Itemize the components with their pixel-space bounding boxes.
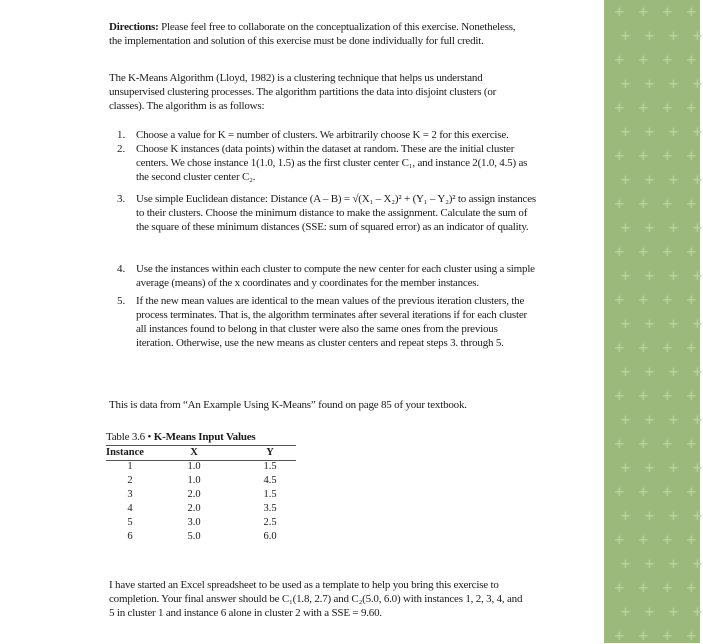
plus-icon: + (614, 53, 625, 68)
plus-icon: + (614, 581, 625, 596)
plus-icon: + (668, 173, 679, 188)
cell-x: 5.0 (187, 531, 201, 542)
source-note: This is data from “An Example Using K-Means” found on page 85 of your textbook. (109, 399, 467, 411)
plus-icon: + (638, 101, 649, 116)
plus-icon: + (686, 149, 697, 164)
plus-icon: + (662, 485, 673, 500)
plus-icon: + (620, 77, 631, 92)
plus-icon: + (620, 509, 631, 524)
table-row (106, 502, 306, 516)
plus-icon: + (614, 197, 625, 212)
plus-icon: + (662, 389, 673, 404)
plus-icon: + (644, 509, 655, 524)
plus-icon: + (686, 341, 697, 356)
plus-icon: + (668, 125, 679, 140)
table-row (106, 488, 306, 502)
directions-label: Directions: (109, 21, 159, 33)
header-y: Y (266, 447, 274, 458)
plus-icon: + (638, 533, 649, 548)
cell-x: 1.0 (187, 475, 201, 486)
cell-y: 2.5 (263, 517, 277, 528)
plus-icon: + (662, 341, 673, 356)
cell-x: 2.0 (187, 489, 201, 500)
table-number: Table 3.6 (106, 431, 145, 443)
plus-icon: + (668, 509, 679, 524)
plus-icon: + (662, 533, 673, 548)
plus-icon: + (614, 389, 625, 404)
plus-icon: + (638, 149, 649, 164)
table-title: K-Means Input Values (153, 431, 256, 443)
header-instance: Instance (106, 447, 144, 458)
plus-icon: + (692, 77, 703, 92)
plus-icon: + (686, 629, 697, 644)
plus-icon: + (662, 293, 673, 308)
plus-icon: + (668, 77, 679, 92)
step-text: Choose K instances (data points) within the dataset at random. These are the initial cluster centers. We chose instance 1(1.0, 1.5) as the first cluster center C₁, and instance 2(1.0, 4.5) as the second cluster center C₂. (136, 143, 528, 183)
plus-icon: + (644, 557, 655, 572)
plus-icon: + (620, 605, 631, 620)
plus-icon: + (668, 605, 679, 620)
plus-icon: + (662, 245, 673, 260)
plus-icon: + (686, 485, 697, 500)
step-text: Use the instances within each cluster to compute the new center for each cluster using a simple average (means) of the x coordinates and y coordinates for the member instances. (136, 263, 535, 289)
plus-icon: + (662, 149, 673, 164)
step-number: 3. (117, 193, 126, 205)
plus-icon: + (614, 5, 625, 20)
plus-icon: + (620, 365, 631, 380)
plus-icon: + (638, 341, 649, 356)
plus-icon: + (638, 437, 649, 452)
plus-icon: + (692, 29, 703, 44)
plus-icon: + (614, 485, 625, 500)
plus-icon: + (620, 317, 631, 332)
cell-x: 3.0 (187, 517, 201, 528)
plus-icon: + (686, 389, 697, 404)
plus-icon: + (692, 509, 703, 524)
plus-icon: + (614, 101, 625, 116)
plus-icon: + (644, 29, 655, 44)
plus-icon: + (644, 605, 655, 620)
plus-icon: + (686, 581, 697, 596)
plus-icon: + (614, 437, 625, 452)
table-row (106, 460, 306, 474)
cell-y: 6.0 (263, 531, 277, 542)
directions-paragraph (109, 20, 529, 48)
plus-icon: + (638, 245, 649, 260)
bullet-icon: • (147, 431, 152, 443)
plus-icon: + (686, 293, 697, 308)
table-row (106, 530, 306, 544)
plus-icon: + (668, 269, 679, 284)
plus-icon: + (692, 173, 703, 188)
plus-icon: + (614, 293, 625, 308)
plus-icon: + (638, 53, 649, 68)
plus-icon: + (668, 557, 679, 572)
plus-icon: + (662, 197, 673, 212)
plus-icon: + (686, 245, 697, 260)
plus-icon: + (686, 437, 697, 452)
plus-icon: + (644, 269, 655, 284)
plus-icon: + (644, 221, 655, 236)
plus-icon: + (644, 125, 655, 140)
plus-icon: + (668, 221, 679, 236)
table-caption (106, 430, 256, 444)
plus-icon: + (692, 605, 703, 620)
step-text: Choose a value for K = number of clusters. We arbitrarily choose K = 2 for this exercise. (136, 129, 509, 141)
plus-icon: + (638, 5, 649, 20)
plus-icon: + (620, 269, 631, 284)
plus-icon: + (638, 629, 649, 644)
plus-icon: + (620, 173, 631, 188)
plus-icon: + (638, 485, 649, 500)
plus-icon: + (614, 629, 625, 644)
directions-text: Please feel free to collaborate on the conceptualization of this exercise. Nonetheless, the implementation and solution of this exercise must be done individually for full credit. (109, 21, 516, 47)
decorative-sidebar (604, 0, 703, 644)
plus-icon: + (668, 461, 679, 476)
plus-icon: + (692, 365, 703, 380)
plus-icon: + (686, 53, 697, 68)
plus-icon: + (620, 557, 631, 572)
table-row (106, 516, 306, 530)
plus-icon: + (644, 365, 655, 380)
plus-icon: + (662, 581, 673, 596)
cell-y: 1.5 (263, 489, 277, 500)
plus-icon: + (668, 365, 679, 380)
plus-icon: + (644, 173, 655, 188)
plus-icon: + (692, 413, 703, 428)
plus-icon: + (638, 197, 649, 212)
table-row (106, 474, 306, 488)
plus-icon: + (620, 413, 631, 428)
plus-icon: + (692, 461, 703, 476)
plus-icon: + (644, 77, 655, 92)
plus-icon: + (692, 125, 703, 140)
cell-instance: 6 (127, 531, 133, 542)
plus-icon: + (620, 125, 631, 140)
plus-icon: + (686, 5, 697, 20)
plus-icon: + (620, 29, 631, 44)
plus-icon: + (686, 101, 697, 116)
plus-icon: + (638, 581, 649, 596)
cell-y: 1.5 (263, 461, 277, 472)
plus-icon: + (692, 317, 703, 332)
plus-icon: + (644, 461, 655, 476)
cell-instance: 1 (127, 461, 133, 472)
plus-icon: + (668, 29, 679, 44)
plus-icon: + (662, 101, 673, 116)
step-number: 5. (117, 295, 126, 307)
plus-icon: + (644, 317, 655, 332)
plus-icon: + (686, 197, 697, 212)
step-number: 1. (117, 129, 126, 141)
step-number: 2. (117, 143, 126, 155)
cell-instance: 5 (127, 517, 133, 528)
table-header-rule (106, 460, 296, 461)
closing-paragraph: I have started an Excel spreadsheet to be used as a template to help you bring this exercise to completion. Your final answer should be C₁(1.8, 2.7) and C₂(5.0, 6.0) with instances 1, 2, 3, 4, and 5 in cluster 1 and instance 6 alone in cluster 2 with a SSE = 9.60. (109, 579, 523, 619)
plus-icon: + (638, 389, 649, 404)
header-x: X (190, 447, 198, 458)
plus-icon: + (638, 293, 649, 308)
plus-icon: + (692, 557, 703, 572)
cell-x: 2.0 (187, 503, 201, 514)
table-top-rule (106, 445, 296, 446)
cell-instance: 4 (127, 503, 133, 514)
plus-icon: + (620, 461, 631, 476)
cell-instance: 3 (127, 489, 133, 500)
plus-icon: + (644, 413, 655, 428)
plus-icon: + (662, 5, 673, 20)
plus-icon: + (662, 53, 673, 68)
step-text: If the new mean values are identical to the mean values of the previous iteration clusters, the process terminates. That is, the algorithm terminates after several iterations if for each cluster all instances found to belong in that cluster were also the same ones from the previous iteration. Otherwise, use the new means as cluster centers and repeat steps 3. through 5. (136, 295, 528, 349)
cell-instance: 2 (127, 475, 133, 486)
cell-y: 4.5 (263, 475, 277, 486)
plus-icon: + (614, 149, 625, 164)
plus-icon: + (614, 245, 625, 260)
plus-icon: + (662, 437, 673, 452)
plus-icon: + (686, 533, 697, 548)
table-header-row (106, 446, 306, 460)
plus-icon: + (614, 341, 625, 356)
step-text: Use simple Euclidean distance: Distance (A – B) = √(X₁ – X₂)² + (Y₁ – Y₂)² to assign instances to their clusters. Choose the minimum distance to make the assignment. Calculate the sum of the square of these minimum distances (SSE: sum of squared error) as an indicator of quality. (136, 193, 536, 233)
plus-icon: + (614, 533, 625, 548)
cell-y: 3.5 (263, 503, 277, 514)
plus-icon: + (662, 629, 673, 644)
intro-paragraph: The K-Means Algorithm (Lloyd, 1982) is a clustering technique that helps us understand unsupervised clustering processes. The algorithm partitions the data into disjoint clusters (or classes). The algorithm is as follows: (109, 72, 497, 112)
plus-icon: + (620, 221, 631, 236)
plus-icon: + (692, 221, 703, 236)
plus-icon: + (692, 269, 703, 284)
cell-x: 1.0 (187, 461, 201, 472)
plus-icon: + (668, 413, 679, 428)
plus-icon: + (668, 317, 679, 332)
step-number: 4. (117, 263, 126, 275)
